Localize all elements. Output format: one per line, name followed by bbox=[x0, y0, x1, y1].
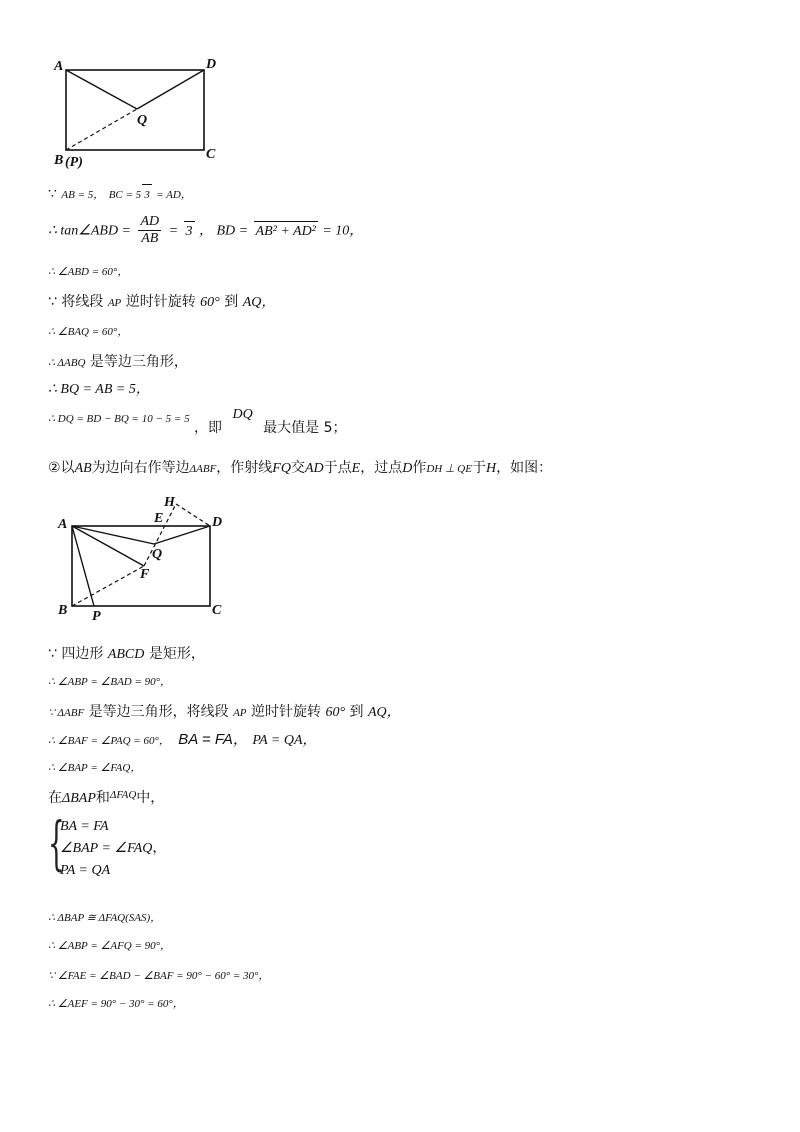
line-tan-abd bbox=[48, 214, 363, 247]
sqrt-ab-ad: AB² + AD² bbox=[254, 221, 318, 242]
line-part2-intro bbox=[48, 458, 552, 479]
text-intro-a: ②以 bbox=[48, 460, 75, 476]
label-q: Q bbox=[137, 113, 148, 128]
text-intro-g: 作 bbox=[412, 460, 427, 476]
text-and: 和 bbox=[95, 790, 110, 806]
text-dh-perp-qe: DH ⊥ QE bbox=[426, 463, 472, 475]
text-equilateral: 是等边三角形， bbox=[89, 354, 188, 370]
text-faq: ΔFAQ bbox=[109, 789, 137, 801]
segment-qd bbox=[137, 70, 204, 109]
text-ap: AP bbox=[107, 297, 122, 309]
text-to: 到 bbox=[224, 294, 239, 310]
line-fae-30: ∵ ∠FAE = ∠BAD − ∠BAF = 90° − 60° = 30°， bbox=[48, 970, 270, 982]
text-intro-f: ，过点 bbox=[360, 460, 403, 476]
text-ab-eq: AB = 5， bbox=[61, 189, 105, 201]
text-dq-calc: ∴ DQ = BD − BQ = 10 − 5 = 5 bbox=[48, 413, 190, 425]
line-congruent: ∴ ΔBAP ≅ ΔFAQ(SAS)， bbox=[48, 912, 162, 924]
segment-dh-dashed bbox=[176, 504, 210, 526]
text-aq: AQ， bbox=[242, 295, 276, 310]
text-rotate: 逆时针旋转 bbox=[125, 294, 196, 310]
left-brace: { bbox=[48, 809, 65, 877]
text-ad: AD bbox=[304, 461, 324, 476]
text-eq-ad: = AD， bbox=[156, 189, 192, 201]
label-d2: D bbox=[212, 515, 223, 530]
line-given-lengths bbox=[48, 184, 192, 205]
text-ap-2: AP bbox=[233, 707, 247, 719]
text-equals: = bbox=[168, 223, 179, 239]
label-p2: P bbox=[92, 609, 101, 622]
text-bap: ΔBAP bbox=[62, 791, 96, 806]
text-h: H bbox=[485, 461, 497, 476]
text-abq: ∴ ΔABQ bbox=[48, 357, 86, 369]
line-rectangle bbox=[48, 644, 205, 665]
line-bap-faq: ∴ ∠BAP = ∠FAQ， bbox=[48, 762, 142, 774]
sqrt-3: 3 bbox=[142, 184, 152, 205]
text-fq: FQ bbox=[272, 461, 291, 476]
segment-ap bbox=[72, 526, 94, 606]
text-intro-i: ，如图： bbox=[496, 460, 553, 476]
label-e: E bbox=[154, 511, 164, 526]
segment-af bbox=[72, 526, 144, 566]
text-bc-eq: BC = 5 bbox=[108, 189, 142, 201]
fraction-numerator: AD bbox=[140, 214, 160, 229]
text-intro-b: 为边向右作等边 bbox=[91, 460, 190, 476]
label-q2: Q bbox=[152, 547, 163, 562]
text-eq-10: = 10， bbox=[322, 223, 364, 239]
label-h: H bbox=[164, 495, 175, 510]
text-namely: ，即 bbox=[194, 420, 223, 436]
text-ab: AB bbox=[74, 461, 92, 476]
text-intro-c: ，作射线 bbox=[216, 460, 273, 476]
text-abcd: ABCD bbox=[107, 647, 145, 662]
label-p: (P) bbox=[65, 155, 83, 170]
system-rows bbox=[60, 816, 166, 882]
label-b: B bbox=[54, 153, 64, 168]
text-middle: 中， bbox=[136, 790, 165, 806]
text-ba-fa: BA = FA， bbox=[178, 731, 248, 748]
text-d: D bbox=[402, 461, 413, 476]
text-to-2: 到 bbox=[349, 704, 364, 720]
line-angle-baq: ∴ ∠BAQ = 60°， bbox=[48, 326, 129, 338]
because-symbol: ∵ bbox=[48, 186, 57, 202]
text-abf-2: ∵ ΔABF bbox=[48, 707, 85, 719]
sqrt-3-b: 3 bbox=[184, 221, 195, 242]
line-rotate-ap bbox=[48, 292, 275, 313]
line-equilateral-abf bbox=[48, 702, 401, 723]
label-c2: C bbox=[212, 603, 222, 618]
system-row-1: BA = FA bbox=[60, 819, 109, 834]
label-d: D bbox=[206, 57, 217, 72]
text-60deg: 60° bbox=[200, 295, 220, 310]
line-dq-max bbox=[48, 407, 347, 436]
text-baf-paq: ∴ ∠BAF = ∠PAQ = 60°， bbox=[48, 735, 170, 747]
text-max-5: 最大值是 5； bbox=[263, 420, 347, 436]
fraction-denominator: AB bbox=[141, 231, 159, 246]
text-equilateral-rotate: 是等边三角形，将线段 bbox=[88, 704, 229, 720]
label-a2: A bbox=[58, 517, 68, 532]
text-aq-2: AQ， bbox=[367, 705, 401, 720]
text-in: 在 bbox=[48, 790, 62, 806]
label-b2: B bbox=[58, 603, 68, 618]
line-angles-equal bbox=[48, 730, 317, 751]
figure-1-rectangle bbox=[50, 52, 230, 172]
text-intro-d: 交 bbox=[290, 460, 305, 476]
segment-bq-dashed bbox=[66, 109, 137, 150]
text-rotate-pre: ∵ 将线段 bbox=[48, 294, 104, 310]
system-row-3: PA = QA bbox=[60, 863, 111, 878]
line-equilateral-abq bbox=[48, 352, 188, 373]
segment-aq bbox=[66, 70, 137, 109]
text-quadrilateral: ∵ 四边形 bbox=[48, 646, 104, 662]
line-afq-90: ∴ ∠ABP = ∠AFQ = 90°， bbox=[48, 940, 172, 952]
label-a: A bbox=[54, 59, 64, 74]
text-dq: DQ bbox=[232, 407, 253, 422]
system-comma: ， bbox=[152, 841, 167, 856]
text-e: E bbox=[351, 461, 361, 476]
text-tan: ∴ tan∠ABD = bbox=[48, 223, 132, 239]
line-angle-abd: ∴ ∠ABD = 60°， bbox=[48, 266, 129, 278]
line-bq-eq: ∴ BQ = AB = 5， bbox=[48, 382, 150, 397]
system-row-2 bbox=[60, 838, 166, 860]
system-row-2-text: ∠BAP = ∠FAQ bbox=[60, 841, 153, 856]
figure-2-rectangle bbox=[50, 490, 240, 622]
line-right-angles: ∴ ∠ABP = ∠BAD = 90°， bbox=[48, 676, 172, 688]
segment-bf-dashed bbox=[72, 566, 144, 606]
line-in-triangles bbox=[48, 788, 164, 809]
segment-qd2 bbox=[154, 526, 210, 544]
text-intro-h: 于 bbox=[471, 460, 486, 476]
text-pa-qa: PA = QA， bbox=[252, 733, 317, 748]
text-rotate-2: 逆时针旋转 bbox=[250, 704, 321, 720]
label-c: C bbox=[206, 147, 216, 162]
fraction-ad-ab bbox=[138, 214, 161, 247]
text-is-rectangle: 是矩形， bbox=[148, 646, 205, 662]
text-bd-eq: ， BD = bbox=[198, 223, 249, 239]
text-60deg-2: 60° bbox=[325, 705, 346, 720]
segment-aq2 bbox=[72, 526, 154, 544]
text-abf: ΔABF bbox=[189, 463, 217, 475]
label-f: F bbox=[140, 567, 150, 582]
text-intro-e: 于点 bbox=[323, 460, 352, 476]
line-aef-60: ∴ ∠AEF = 90° − 30° = 60°， bbox=[48, 998, 184, 1010]
